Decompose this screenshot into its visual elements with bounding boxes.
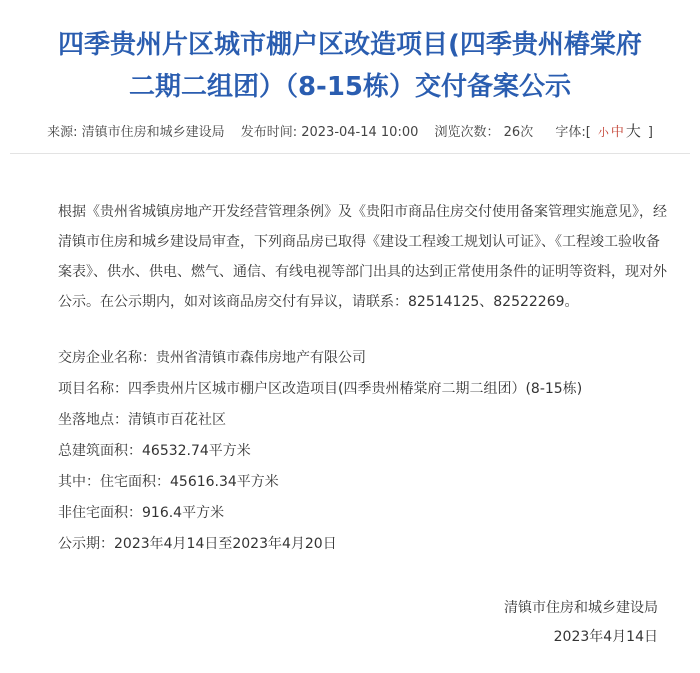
article-meta: [0, 120, 700, 141]
publish-time: 发布时间: 2023-04-14 10:00: [240, 125, 419, 140]
field-non-residential-area: 非住宅面积：916.4平方米: [58, 505, 225, 521]
meta-divider: [10, 153, 690, 154]
article-title-line-2: 二期二组团）（8-15栋）交付备案公示: [128, 72, 572, 102]
article-title-line-1: 四季贵州片区城市棚户区改造项目(四季贵州椿棠府: [58, 30, 642, 60]
field-location: 坐落地点：清镇市百花社区: [58, 412, 226, 428]
article-body: [58, 197, 668, 317]
font-size-small-button[interactable]: 小: [597, 126, 609, 139]
field-total-area: 总建筑面积：46532.74平方米: [58, 443, 251, 459]
font-size-control: [549, 122, 659, 140]
view-count: 浏览次数： 26次: [434, 125, 534, 140]
signature-org: 清镇市住房和城乡建设局: [504, 600, 658, 616]
field-notice-period: 公示期：2023年4月14日至2023年4月20日: [58, 536, 337, 552]
article-title: [0, 24, 700, 108]
font-size-close-bracket: ]: [647, 125, 653, 140]
signature-date: 2023年4月14日: [553, 629, 658, 645]
field-residential-area: 其中：住宅面积：45616.34平方米: [58, 474, 279, 490]
field-developer: 交房企业名称：贵州省清镇市森伟房地产有限公司: [58, 350, 366, 366]
source-label: 来源: 清镇市住房和城乡建设局: [47, 125, 225, 140]
font-size-medium-button[interactable]: 中: [610, 125, 624, 140]
field-project-name: 项目名称：四季贵州片区城市棚户区改造项目(四季贵州椿棠府二期二组团）(8-15栋): [58, 381, 583, 397]
intro-paragraph: 根据《贵州省城镇房地产开发经营管理条例》及《贵阳市商品住房交付使用备案管理实施意见》，经清镇市住房和城乡建设局审查，下列商品房已取得《建设工程竣工规划认可证》、《工程竣工验收备案表》、供水、供电、燃气、通信、有线电视等部门出具的达到正常使用条件的证明等资料，现对外公示。在公示期内，如对该商品房交付有异议，请联系：82514125、82522269。: [58, 204, 667, 310]
font-size-large-button[interactable]: 大: [625, 122, 641, 140]
font-size-label: 字体:[: [555, 125, 591, 140]
